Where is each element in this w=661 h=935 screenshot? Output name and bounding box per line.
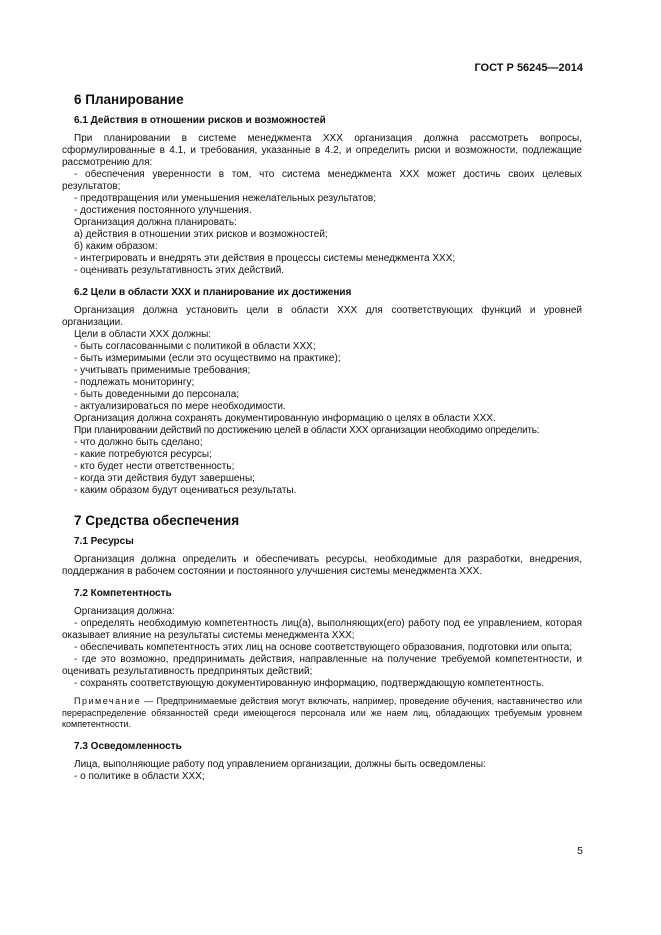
list-item: а) действия в отношении этих рисков и возможностей; xyxy=(74,229,328,240)
list-item: - быть доведенными до персонала; xyxy=(74,389,240,400)
list-item: - что должно быть сделано; xyxy=(74,437,203,448)
section-6-1-heading: 6.1 Действия в отношении рисков и возможностей xyxy=(74,115,326,126)
page-content xyxy=(62,92,582,783)
section-7-2-heading: 7.2 Компетентность xyxy=(74,588,172,599)
list-item: - о политике в области XXX; xyxy=(74,770,205,782)
section-6-2-heading: 6.2 Цели в области XXX и планирование их достижения xyxy=(74,287,352,298)
list-item: - оценивать результативность этих действий. xyxy=(74,265,285,276)
note-label: Примечание xyxy=(74,696,142,706)
paragraph: Организация должна определить и обеспечивать ресурсы, необходимые для разработки, внедрения, поддержания в рабочем состоянии и постоянного улучшения системы менеджмента XXX. xyxy=(62,554,582,577)
list-item: - достижения постоянного улучшения. xyxy=(74,205,252,216)
list-item: - интегрировать и внедрять эти действия в процессы системы менеджмента XXX; xyxy=(74,253,456,264)
paragraph: Лица, выполняющие работу под управлением организации, должны быть осведомлены: xyxy=(74,758,486,770)
list-item: - предотвращения или уменьшения нежелательных результатов; xyxy=(74,193,376,204)
list-item: - быть согласованными с политикой в области XXX; xyxy=(74,341,316,352)
list-item: - быть измеримыми (если это осуществимо на практике); xyxy=(74,353,341,364)
list-item: - какие потребуются ресурсы; xyxy=(74,449,212,460)
paragraph: Организация должна планировать: xyxy=(74,217,237,228)
section-7-3-heading: 7.3 Осведомленность xyxy=(74,740,182,752)
list-item: - когда эти действия будут завершены; xyxy=(74,473,255,484)
paragraph: Организация должна: xyxy=(74,606,175,617)
list-item: - где это возможно, предпринимать действия, направленные на получение требуемой компетентности, и оценивать результативность предпринятых действий; xyxy=(62,654,582,677)
section-7-1-heading: 7.1 Ресурсы xyxy=(74,536,134,547)
paragraph: Организация должна установить цели в области XXX для соответствующих функций и уровней организации. xyxy=(62,305,582,328)
list-item: - обеспечивать компетентность этих лиц на основе соответствующего образования, подготовки или опыта; xyxy=(74,642,573,653)
list-item: - обеспечения уверенности в том, что система менеджмента XXX может достичь своих целевых результатов; xyxy=(62,169,582,192)
page-number: 5 xyxy=(577,845,583,857)
paragraph: Цели в области XXX должны: xyxy=(74,329,212,340)
paragraph: Организация должна сохранять документированную информацию о целях в области XXX. xyxy=(74,413,496,424)
list-item: - актуализироваться по мере необходимости. xyxy=(74,401,286,412)
list-item: - учитывать применимые требования; xyxy=(74,365,251,376)
section-6-heading: 6 Планирование xyxy=(74,92,184,107)
list-item: - кто будет нести ответственность; xyxy=(74,461,235,472)
section-7-heading: 7 Средства обеспечения xyxy=(74,513,240,528)
list-item: - каким образом будут оцениваться результаты. xyxy=(74,485,297,496)
note xyxy=(62,696,582,731)
list-item: - определять необходимую компетентность лиц(а), выполняющих(его) работу под ее управлением, которая оказывает влияние на результаты системы менеджмента XXX; xyxy=(62,618,582,641)
paragraph: При планировании действий по достижению целей в области XXX организации необходимо определить: xyxy=(74,425,540,436)
list-item: - сохранять соответствующую документированную информацию, подтверждающую компетентность. xyxy=(74,678,545,689)
note-text: — Предпринимаемые действия могут включать, например, проведение обучения, наставничество или перераспределение обязанностей среди имеющегося персонала или же наем лиц, обладающих требуемым уровнем компетентности. xyxy=(62,696,582,729)
paragraph: При планировании в системе менеджмента XXX организация должна рассмотреть вопросы, сформулированные в 4.1, и требования, указанные в 4.2, и определить риски и возможности, подлежащие рассмотрению для: xyxy=(62,133,582,168)
list-item: б) каким образом: xyxy=(74,241,158,252)
document-id: ГОСТ Р 56245—2014 xyxy=(474,62,583,74)
list-item: - подлежать мониторингу; xyxy=(74,377,195,388)
